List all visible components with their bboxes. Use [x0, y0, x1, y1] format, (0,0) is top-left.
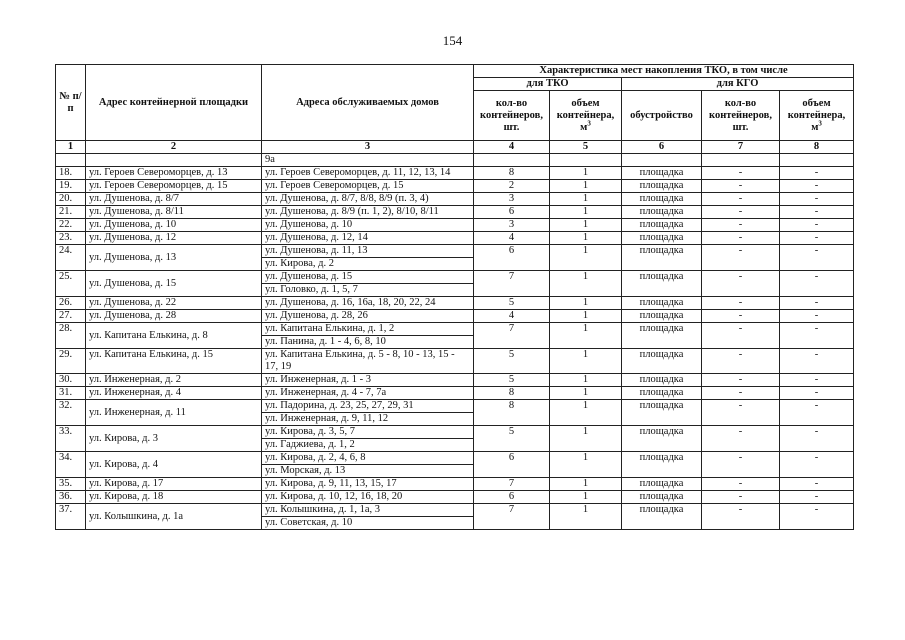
table-body — [56, 154, 854, 530]
kgo-volume-cell: - — [780, 323, 854, 349]
served-address-cell: ул. Героев Североморцев, д. 11, 12, 13, 14 — [262, 167, 474, 180]
tko-volume-cell: 1 — [550, 297, 622, 310]
tko-arrangement-cell: площадка — [622, 323, 702, 349]
row-number-cell: 27. — [56, 310, 86, 323]
kgo-count-cell: - — [702, 271, 780, 297]
kgo-volume-cell: - — [780, 232, 854, 245]
row-number-cell: 18. — [56, 167, 86, 180]
tko-volume-cell: 1 — [550, 349, 622, 374]
kgo-volume-cell: - — [780, 245, 854, 271]
site-address-cell: ул. Душенова, д. 22 — [86, 297, 262, 310]
tko-arrangement-cell — [622, 154, 702, 167]
site-address-cell: ул. Кирова, д. 3 — [86, 426, 262, 452]
table-row — [56, 193, 854, 206]
row-number-cell: 25. — [56, 271, 86, 297]
served-address-cell: ул. Морская, д. 13 — [262, 465, 474, 478]
kgo-count-cell: - — [702, 206, 780, 219]
tko-count-cell: 4 — [474, 232, 550, 245]
kgo-count-cell: - — [702, 478, 780, 491]
site-address-cell: ул. Кирова, д. 4 — [86, 452, 262, 478]
tko-arrangement-cell: площадка — [622, 310, 702, 323]
served-address-cell: ул. Душенова, д. 10 — [262, 219, 474, 232]
row-number-cell: 29. — [56, 349, 86, 374]
served-address-cell: ул. Советская, д. 10 — [262, 517, 474, 530]
tko-arrangement-cell: площадка — [622, 478, 702, 491]
kgo-count-cell: - — [702, 193, 780, 206]
row-number-cell: 23. — [56, 232, 86, 245]
served-address-cell: ул. Кирова, д. 2, 4, 6, 8 — [262, 452, 474, 465]
row-number-cell: 37. — [56, 504, 86, 530]
tko-volume-cell: 1 — [550, 180, 622, 193]
table-row — [56, 491, 854, 504]
tko-count-cell: 7 — [474, 271, 550, 297]
served-address-cell: ул. Героев Североморцев, д. 15 — [262, 180, 474, 193]
served-address-cell: ул. Душенова, д. 28, 26 — [262, 310, 474, 323]
served-address-cell: ул. Инженерная, д. 4 - 7, 7а — [262, 387, 474, 400]
row-number-cell: 19. — [56, 180, 86, 193]
header-tko-arrangement: обустройство — [622, 91, 702, 141]
kgo-count-cell: - — [702, 232, 780, 245]
kgo-count-cell: - — [702, 426, 780, 452]
table-row — [56, 478, 854, 491]
served-address-cell: ул. Кирова, д. 2 — [262, 258, 474, 271]
table-row — [56, 206, 854, 219]
tko-volume-cell: 1 — [550, 426, 622, 452]
column-number: 3 — [262, 141, 474, 154]
tko-arrangement-cell: площадка — [622, 193, 702, 206]
served-address-cell: ул. Душенова, д. 12, 14 — [262, 232, 474, 245]
table-row — [56, 154, 854, 167]
tko-volume-cell: 1 — [550, 374, 622, 387]
served-address-cell: ул. Капитана Елькина, д. 1, 2 — [262, 323, 474, 336]
served-address-cell: ул. Капитана Елькина, д. 5 - 8, 10 - 13, 15 - 17, 19 — [262, 349, 474, 374]
tko-arrangement-cell: площадка — [622, 426, 702, 452]
tko-volume-cell: 1 — [550, 504, 622, 530]
table-row — [56, 349, 854, 374]
tko-count-cell: 6 — [474, 491, 550, 504]
served-address-cell: ул. Душенова, д. 16, 16а, 18, 20, 22, 24 — [262, 297, 474, 310]
tko-count-cell: 3 — [474, 219, 550, 232]
served-address-cell: ул. Душенова, д. 15 — [262, 271, 474, 284]
served-address-cell: ул. Душенова, д. 11, 13 — [262, 245, 474, 258]
row-number-cell: 36. — [56, 491, 86, 504]
served-address-cell: ул. Душенова, д. 8/7, 8/8, 8/9 (п. 3, 4) — [262, 193, 474, 206]
table-row — [56, 297, 854, 310]
kgo-count-cell: - — [702, 219, 780, 232]
kgo-volume-cell: - — [780, 400, 854, 426]
site-address-cell: ул. Инженерная, д. 4 — [86, 387, 262, 400]
kgo-volume-cell: - — [780, 310, 854, 323]
tko-volume-cell: 1 — [550, 245, 622, 271]
header-group-tko: для ТКО — [474, 78, 622, 91]
tko-count-cell: 8 — [474, 167, 550, 180]
kgo-count-cell: - — [702, 297, 780, 310]
kgo-volume-cell: - — [780, 271, 854, 297]
tko-volume-cell: 1 — [550, 167, 622, 180]
header-served-addresses: Адреса обслуживаемых домов — [262, 65, 474, 141]
tko-arrangement-cell: площадка — [622, 271, 702, 297]
kgo-count-cell: - — [702, 504, 780, 530]
tko-arrangement-cell: площадка — [622, 297, 702, 310]
tko-arrangement-cell: площадка — [622, 349, 702, 374]
served-address-cell: ул. Головко, д. 1, 5, 7 — [262, 284, 474, 297]
table-row — [56, 219, 854, 232]
row-number-cell: 26. — [56, 297, 86, 310]
tko-count-cell: 3 — [474, 193, 550, 206]
served-address-cell: ул. Панина, д. 1 - 4, 6, 8, 10 — [262, 336, 474, 349]
tko-count-cell: 2 — [474, 180, 550, 193]
tko-count-cell: 5 — [474, 349, 550, 374]
container-sites-table — [55, 64, 854, 530]
served-address-cell: ул. Кирова, д. 3, 5, 7 — [262, 426, 474, 439]
column-number: 8 — [780, 141, 854, 154]
tko-count-cell: 5 — [474, 374, 550, 387]
header-group-title: Характеристика мест накопления ТКО, в том числе — [474, 65, 854, 78]
site-address-cell: ул. Инженерная, д. 11 — [86, 400, 262, 426]
tko-volume-cell: 1 — [550, 310, 622, 323]
served-address-cell: 9а — [262, 154, 474, 167]
kgo-volume-cell: - — [780, 193, 854, 206]
kgo-volume-cell — [780, 154, 854, 167]
column-number: 7 — [702, 141, 780, 154]
table-row — [56, 167, 854, 180]
column-number: 5 — [550, 141, 622, 154]
row-number-cell: 34. — [56, 452, 86, 478]
column-number: 4 — [474, 141, 550, 154]
header-site-address: Адрес контейнерной площадки — [86, 65, 262, 141]
tko-count-cell: 6 — [474, 245, 550, 271]
tko-arrangement-cell: площадка — [622, 374, 702, 387]
kgo-count-cell: - — [702, 245, 780, 271]
row-number-cell: 28. — [56, 323, 86, 349]
site-address-cell: ул. Душенова, д. 8/7 — [86, 193, 262, 206]
row-number-cell: 32. — [56, 400, 86, 426]
tko-arrangement-cell: площадка — [622, 180, 702, 193]
table-row — [56, 310, 854, 323]
served-address-cell: ул. Кирова, д. 10, 12, 16, 18, 20 — [262, 491, 474, 504]
kgo-count-cell: - — [702, 387, 780, 400]
kgo-count-cell: - — [702, 349, 780, 374]
header-kgo-count: кол-во контейнеров, шт. — [702, 91, 780, 141]
tko-count-cell: 5 — [474, 426, 550, 452]
tko-arrangement-cell: площадка — [622, 232, 702, 245]
kgo-count-cell: - — [702, 323, 780, 349]
row-number-cell: 22. — [56, 219, 86, 232]
tko-count-cell: 8 — [474, 400, 550, 426]
tko-count-cell: 6 — [474, 206, 550, 219]
table-row — [56, 426, 854, 439]
tko-arrangement-cell: площадка — [622, 387, 702, 400]
served-address-cell: ул. Колышкина, д. 1, 1а, 3 — [262, 504, 474, 517]
site-address-cell: ул. Капитана Елькина, д. 8 — [86, 323, 262, 349]
tko-arrangement-cell: площадка — [622, 245, 702, 271]
row-number-cell — [56, 154, 86, 167]
kgo-count-cell — [702, 154, 780, 167]
site-address-cell: ул. Душенова, д. 15 — [86, 271, 262, 297]
tko-volume-cell — [550, 154, 622, 167]
served-address-cell: ул. Падорина, д. 23, 25, 27, 29, 31 — [262, 400, 474, 413]
table-row — [56, 180, 854, 193]
site-address-cell: ул. Душенова, д. 8/11 — [86, 206, 262, 219]
kgo-volume-cell: - — [780, 167, 854, 180]
tko-count-cell: 7 — [474, 323, 550, 349]
table-row — [56, 323, 854, 336]
row-number-cell: 24. — [56, 245, 86, 271]
row-number-cell: 21. — [56, 206, 86, 219]
kgo-count-cell: - — [702, 310, 780, 323]
table-row — [56, 271, 854, 284]
header-num: № п/п — [56, 65, 86, 141]
tko-volume-cell: 1 — [550, 452, 622, 478]
table-row — [56, 387, 854, 400]
tko-arrangement-cell: площадка — [622, 452, 702, 478]
site-address-cell: ул. Инженерная, д. 2 — [86, 374, 262, 387]
table-row — [56, 374, 854, 387]
kgo-count-cell: - — [702, 400, 780, 426]
kgo-count-cell: - — [702, 167, 780, 180]
tko-arrangement-cell: площадка — [622, 491, 702, 504]
table-row — [56, 400, 854, 413]
served-address-cell: ул. Инженерная, д. 1 - 3 — [262, 374, 474, 387]
table-row — [56, 452, 854, 465]
tko-volume-cell: 1 — [550, 206, 622, 219]
kgo-volume-cell: - — [780, 349, 854, 374]
table-row — [56, 245, 854, 258]
header-kgo-volume: объем контейнера, $м^3$ — [780, 91, 854, 141]
tko-volume-cell: 1 — [550, 491, 622, 504]
column-numbers-row — [56, 141, 854, 154]
tko-volume-cell: 1 — [550, 400, 622, 426]
tko-count-cell: 7 — [474, 478, 550, 491]
kgo-volume-cell: - — [780, 297, 854, 310]
served-address-cell: ул. Душенова, д. 8/9 (п. 1, 2), 8/10, 8/11 — [262, 206, 474, 219]
tko-arrangement-cell: площадка — [622, 167, 702, 180]
served-address-cell: ул. Инженерная, д. 9, 11, 12 — [262, 413, 474, 426]
kgo-volume-cell: - — [780, 426, 854, 452]
tko-count-cell: 7 — [474, 504, 550, 530]
tko-arrangement-cell: площадка — [622, 206, 702, 219]
kgo-volume-cell: - — [780, 387, 854, 400]
kgo-volume-cell: - — [780, 478, 854, 491]
tko-arrangement-cell: площадка — [622, 400, 702, 426]
tko-count-cell — [474, 154, 550, 167]
table-row — [56, 504, 854, 517]
served-address-cell: ул. Гаджиева, д. 1, 2 — [262, 439, 474, 452]
tko-volume-cell: 1 — [550, 232, 622, 245]
tko-volume-cell: 1 — [550, 478, 622, 491]
row-number-cell: 30. — [56, 374, 86, 387]
site-address-cell: ул. Душенова, д. 13 — [86, 245, 262, 271]
kgo-count-cell: - — [702, 491, 780, 504]
site-address-cell — [86, 154, 262, 167]
column-number: 6 — [622, 141, 702, 154]
header-tko-volume: объем контейнера, $м^3$ — [550, 91, 622, 141]
tko-volume-cell: 1 — [550, 193, 622, 206]
column-number: 1 — [56, 141, 86, 154]
kgo-volume-cell: - — [780, 374, 854, 387]
site-address-cell: ул. Героев Североморцев, д. 13 — [86, 167, 262, 180]
site-address-cell: ул. Капитана Елькина, д. 15 — [86, 349, 262, 374]
kgo-volume-cell: - — [780, 452, 854, 478]
row-number-cell: 33. — [56, 426, 86, 452]
kgo-volume-cell: - — [780, 504, 854, 530]
site-address-cell: ул. Колышкина, д. 1а — [86, 504, 262, 530]
tko-count-cell: 5 — [474, 297, 550, 310]
tko-arrangement-cell: площадка — [622, 504, 702, 530]
site-address-cell: ул. Душенова, д. 10 — [86, 219, 262, 232]
site-address-cell: ул. Душенова, д. 12 — [86, 232, 262, 245]
kgo-volume-cell: - — [780, 206, 854, 219]
tko-count-cell: 6 — [474, 452, 550, 478]
tko-arrangement-cell: площадка — [622, 219, 702, 232]
page-number: 154 — [442, 33, 463, 48]
row-number-cell: 20. — [56, 193, 86, 206]
row-number-cell: 31. — [56, 387, 86, 400]
site-address-cell: ул. Кирова, д. 18 — [86, 491, 262, 504]
tko-count-cell: 8 — [474, 387, 550, 400]
kgo-volume-cell: - — [780, 491, 854, 504]
tko-volume-cell: 1 — [550, 387, 622, 400]
site-address-cell: ул. Кирова, д. 17 — [86, 478, 262, 491]
site-address-cell: ул. Душенова, д. 28 — [86, 310, 262, 323]
header-tko-count: кол-во контейнеров, шт. — [474, 91, 550, 141]
tko-count-cell: 4 — [474, 310, 550, 323]
kgo-count-cell: - — [702, 180, 780, 193]
header-group-kgo: для КГО — [622, 78, 854, 91]
tko-volume-cell: 1 — [550, 323, 622, 349]
served-address-cell: ул. Кирова, д. 9, 11, 13, 15, 17 — [262, 478, 474, 491]
kgo-volume-cell: - — [780, 180, 854, 193]
tko-volume-cell: 1 — [550, 219, 622, 232]
kgo-volume-cell: - — [780, 219, 854, 232]
site-address-cell: ул. Героев Североморцев, д. 15 — [86, 180, 262, 193]
row-number-cell: 35. — [56, 478, 86, 491]
kgo-count-cell: - — [702, 374, 780, 387]
column-number: 2 — [86, 141, 262, 154]
table-row — [56, 232, 854, 245]
kgo-count-cell: - — [702, 452, 780, 478]
tko-volume-cell: 1 — [550, 271, 622, 297]
